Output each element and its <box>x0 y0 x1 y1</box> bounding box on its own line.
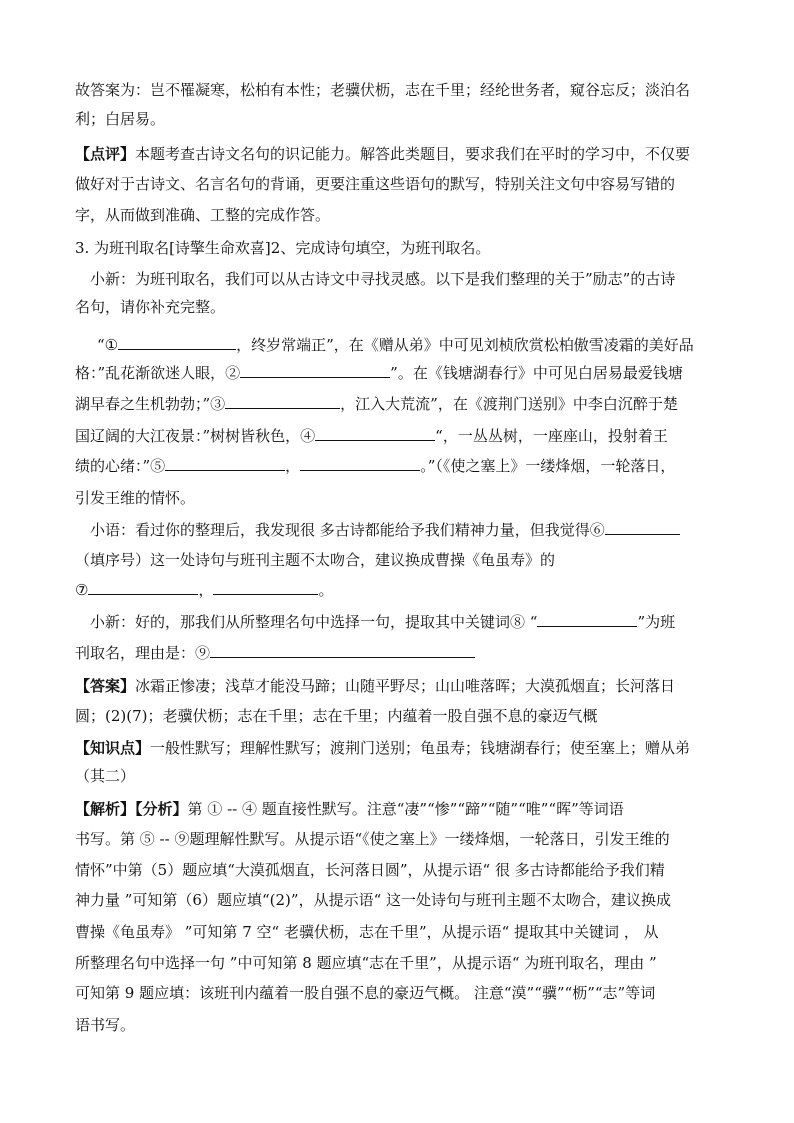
blank-5a[interactable] <box>165 456 285 471</box>
blank-3[interactable] <box>225 394 340 409</box>
knowledge-line-1: 【知识点】一般性默写；理解性默写；渡荆门送别；龟虽寿；钱塘湖春行；使至塞上；赠从弟 <box>75 739 691 757</box>
comment-line-3: 字，从而做到准确、工整的完成作答。 <box>75 206 331 224</box>
fill-line-5: 绩的心绪：”⑤ ， 。”（《使之塞上》一缕烽烟，一轮落日， <box>75 457 676 475</box>
xiaoxin-reply-2: 刊取名，理由是：⑨ <box>75 643 754 665</box>
blank-7b[interactable] <box>213 580 318 595</box>
blank-6[interactable] <box>605 520 680 535</box>
comment-line-1: 【点评】本题考查古诗文名句的识记能力。解答此类题目，要求我们在平时的学习中，不仅要 <box>75 145 691 163</box>
fill-line-4: 国辽阔的大江夜景：”树树皆秋色，④ “，一丛丛树，一座座山，投射着王 <box>75 427 668 445</box>
answer-tag: 【答案】 <box>75 677 136 695</box>
analysis-line-7: 可知第 9 题应填：该班刊内蕴着一股自强不息的豪迈气概。 注意“漠”“骥”“枥”“志”等词 <box>75 984 656 1002</box>
analysis-tag: 【解析】 <box>75 800 136 818</box>
knowledge-tag: 【知识点】 <box>75 739 151 757</box>
blank-7a[interactable] <box>88 580 198 595</box>
answer-block-2: 圆；(2)(7)；老骥伏枥；志在千里；志在千里；内蕴着一股自强不息的豪迈气概 <box>75 707 598 725</box>
blank-1[interactable] <box>118 335 236 350</box>
analysis-line-4: 神力量 ”可知第（6）题应填“(2)”，从提示语“ 这一处诗句与班刊主题不太吻合，建议换成 <box>75 891 672 909</box>
analysis-line-5: 曹操《龟虽寿》 ”可知第 7 空“ 老骥伏枥，志在千里”，从提示语“ 提取其中关键词 ， 从 <box>75 923 659 941</box>
analysis-line-2: 书写。第 ⑤ -- ⑨题理解性默写。从提示语“《使之塞上》一缕烽烟，一轮落日，引发王维的 <box>75 830 670 848</box>
analysis-line-3: 情怀”中第（5）题应填“大漠孤烟直，长河落日圆”，从提示语“ 很 多古诗都能给予我们精 <box>75 861 665 879</box>
fill-line-6: 引发王维的情怀。 <box>75 489 196 507</box>
analysis-sub-tag: 【分析】 <box>135 800 188 818</box>
answer-block-1: 【答案】冰霜正惨凄；浅草才能没马蹄；山随平野尽；山山唯落晖；大漠孤烟直；长河落日 <box>75 677 676 695</box>
knowledge-line-2: （其二） <box>75 767 136 785</box>
xiaoyu-line-3: ⑦ ， 。 <box>75 581 334 599</box>
fill-line-1: “① ，终岁常端正”，在《赠从弟》中可见刘桢欣赏松柏傲雪凌霜的美好品 <box>97 336 694 354</box>
comment-line-2: 做好对于古诗文、名言名句的背诵，更要注重这些语句的默写，特别关注文句中容易写错的 <box>75 175 676 193</box>
answer-line-1: 故答案为：岂不罹凝寒，松柏有本性；老骥伏枥，志在千里；经纶世务者，窥谷忘反；淡泊名 <box>75 81 691 99</box>
blank-8[interactable] <box>537 612 637 627</box>
xiaoxin-para-2: 名句，请你补充完整。 <box>75 298 226 316</box>
xiaoyu-line-2: （填序号）这一处诗句与班刊主题不太吻合，建议换成曹操《龟虽寿》的 <box>75 551 556 569</box>
analysis-line-8: 语书写。 <box>75 1016 136 1034</box>
xiaoxin-reply-1: 小新：好的，那我们从所整理名句中选择一句，提取其中关键词⑧ “ ”为班 <box>90 613 676 631</box>
answer-line-2: 利；白居易。 <box>75 110 166 128</box>
question-title: 3. 为班刊取名[诗擎生命欢喜]2、完成诗句填空，为班刊取名。 <box>75 239 491 257</box>
blank-4[interactable] <box>315 426 435 441</box>
blank-5b[interactable] <box>300 456 420 471</box>
xiaoyu-line-1: 小语：看过你的整理后，我发现很 多古诗都能给予我们精神力量，但我觉得⑥ <box>90 520 754 542</box>
fill-line-2: 格：”乱花渐欲迷人眼，② ”。在《钱塘湖春行》中可见白居易最爱钱塘 <box>75 364 683 382</box>
xiaoxin-para-1: 小新：为班刊取名，我们可以从古诗文中寻找灵感。以下是我们整理的关于”励志”的古诗 <box>90 270 676 288</box>
fill-line-3: 湖早春之生机勃勃；”③ ，江入大荒流”，在《渡荆门送别》中李白沉醉于楚 <box>75 395 678 413</box>
analysis-line-6: 所整理名句中选择一句 ”中可知第 8 题应填“志在千里”，从提示语“ 为班刊取名，理由 ” <box>75 954 657 972</box>
blank-9[interactable] <box>210 643 475 658</box>
analysis-line-1: 【解析】【分析】第 ① -- ④ 题直接性默写。注意“凄”“惨”“蹄”“随”“唯”“晖”等词语 <box>75 800 624 818</box>
comment-tag: 【点评】 <box>75 145 136 163</box>
blank-2[interactable] <box>240 363 390 378</box>
